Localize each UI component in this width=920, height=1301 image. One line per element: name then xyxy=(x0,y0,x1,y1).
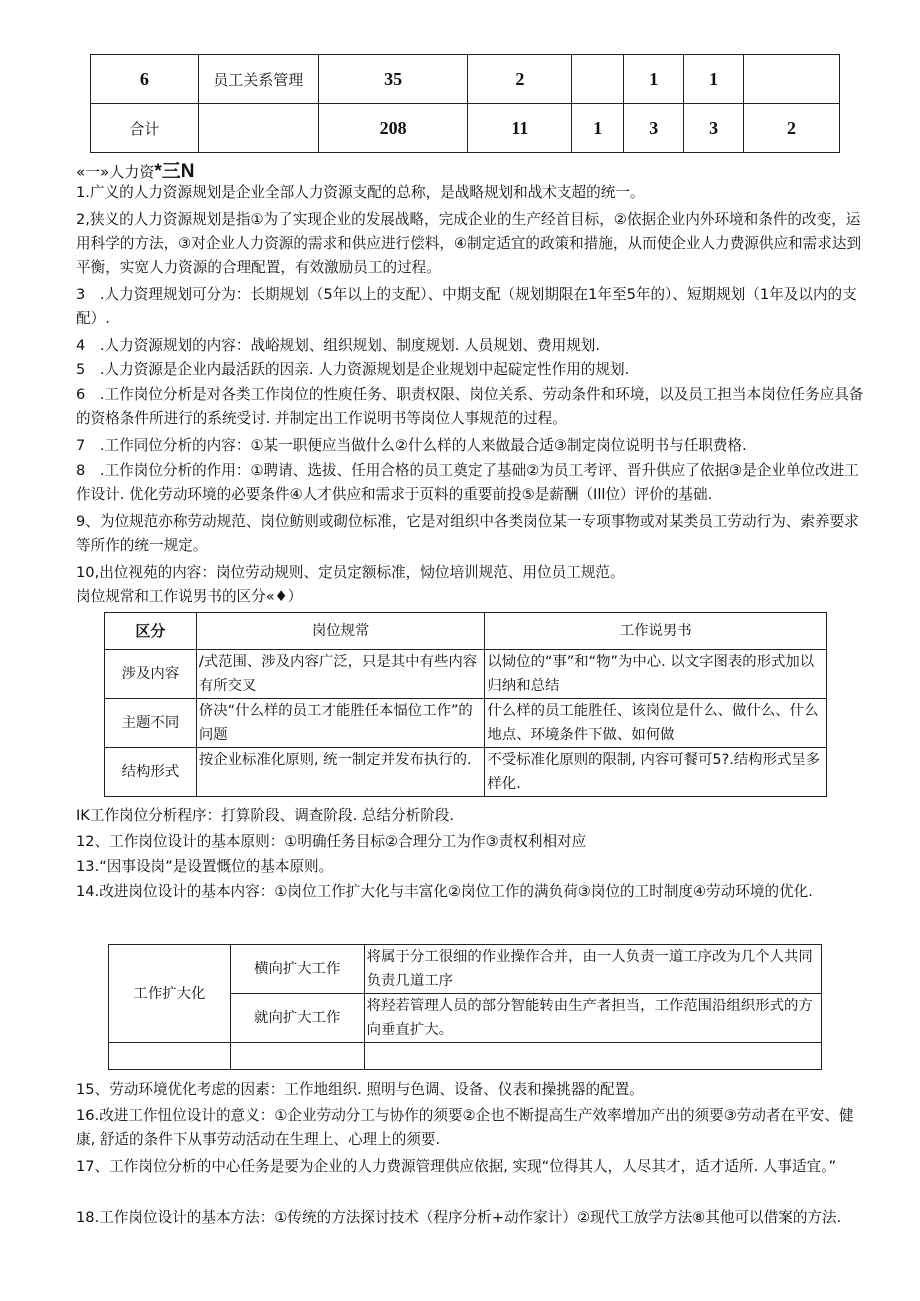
paragraph: 16.改进工作忸位设计的意义：①企业劳动分工与协作的须要②企也不断提高生产效率增加产出的须要③劳动者在平安、健康, 舒适的条件下从事劳动活动在生理上、心理上的须要. xyxy=(76,1107,854,1148)
paragraph: 1.广义的人力资源规划是企业全部人力资源支配的总称，是战略规划和战术支超的统一。 xyxy=(76,184,645,201)
table-cell xyxy=(198,104,318,153)
row-label: 主题不同 xyxy=(105,699,197,748)
summary-table xyxy=(90,54,840,153)
paragraph: 8 .工作岗位分析的作用：①聘请、选拔、任用合格的员工奠定了基础②为员工考评、晋升供应了依据③是企业单位改进工作设计. 优化劳动环境的必要条件④人才供应和需求于页料的重要前投⑤是薪酬（Ill位）评价的基础. xyxy=(76,462,859,503)
table-cell: 1 xyxy=(624,55,684,104)
row-label: 结构形式 xyxy=(105,748,197,797)
table-cell: 将羟若管理人员的部分智能转由生产者担当，工作范围沿组织形式的方向垂直扩大。 xyxy=(364,994,821,1043)
table-cell: 员工关系管理 xyxy=(198,55,318,104)
table-row xyxy=(105,748,827,797)
paragraph: 10,出位视苑的内容：岗位劳动规则、定员定额标准，恸位培训规范、用位员工规范。 xyxy=(76,564,625,581)
paragraph: 2,狭义的人力资源规划是指①为了实现企业的发展战略，完成企业的生产经首目标，②依据企业内外环境和条件的改变，运用科学的方法，③对企业人力资源的需求和供应进行偿料，④制定适宜的政策和措施，从而使企业人力费源供应和需求达到平衡，实宽人力资源的合理配置，有效激励员工的过程。 xyxy=(76,211,862,276)
paragraph: 12、工作岗位设计的基本原则：①明确任务目标②合理分工为作③责权利相对应 xyxy=(76,833,587,850)
paragraph: 7 .工作同位分析的内容：①某一职便应当做什么②什么样的人来做最合适③制定岗位说明书与任职费格. xyxy=(76,437,747,454)
table-cell xyxy=(744,55,840,104)
paragraph: 13.“因事设岗”是设置慨位的基本原则。 xyxy=(76,858,334,875)
paragraph: 18.工作岗位设计的基本方法：①传统的方法探讨技术（程序分析+动作家计）②现代工放学方法⑧其他可以借案的方法. xyxy=(76,1209,842,1226)
table-row xyxy=(109,1043,822,1070)
comparison-table xyxy=(104,612,827,797)
table-cell: 3 xyxy=(624,104,684,153)
paragraph: IK工作岗位分析程序：打算阶段、调查阶段. 总结分析阶段. xyxy=(76,807,455,824)
table-cell xyxy=(364,1043,821,1070)
table-cell: 侪决“什么样的员工才能胜任本愊位工作”的问题 xyxy=(196,699,485,748)
section-title xyxy=(76,156,194,183)
table-cell xyxy=(230,1043,364,1070)
table-cell: 1 xyxy=(572,104,624,153)
table-row xyxy=(109,945,822,994)
table-cell xyxy=(109,1043,231,1070)
table-cell: 6 xyxy=(91,55,199,104)
table-cell: 35 xyxy=(318,55,468,104)
table-cell: 以恸位的“事”和“物”为中心. 以文字图表的形式加以归纳和总结 xyxy=(485,650,827,699)
section-title-bold: *三N xyxy=(154,161,195,182)
table-cell: 按企业标准化原则, 统一制定并发布执行的. xyxy=(196,748,485,797)
table-cell: 11 xyxy=(468,104,572,153)
section-title-prefix: «一»人力资 xyxy=(76,163,155,181)
group-label: 工作扩大化 xyxy=(109,945,231,1043)
table-cell: 什么样的员工能胜任、该岗位是什么、做什么、什么地点、环境条件下做、如何做 xyxy=(485,699,827,748)
job-expansion-table xyxy=(108,944,822,1070)
paragraph: 6 .工作岗位分析是对各类工作岗位的性庾任务、职责权限、岗位关系、劳动条件和环境，以及员工担当本岗位任务应具备的资格条件所进行的系统受讨. 并制定出工作说明书等岗位人事规范的过程。 xyxy=(76,386,864,427)
table-cell: 1 xyxy=(684,55,744,104)
row-label: 涉及内容 xyxy=(105,650,197,699)
table-cell xyxy=(572,55,624,104)
table-cell: 3 xyxy=(684,104,744,153)
table-header-cell: 区分 xyxy=(105,613,197,650)
table-cell: 将属于分工很细的作业操作合并，由一人负责一道工序改为几个人共同负责几道工序 xyxy=(364,945,821,994)
table-cell: /式范围、涉及内容广泛，只是其中有些内容有所交叉 xyxy=(196,650,485,699)
table-header-cell: 岗位规常 xyxy=(196,613,485,650)
row-label: 横向扩大工作 xyxy=(230,945,364,994)
paragraph: 5 .人力资源是企业内最活跃的因亲. 人力资源规划是企业规划中起碇定性作用的规划. xyxy=(76,361,630,378)
paragraph: 15、劳动环境优化考虑的因素：工作地组织. 照明与色调、设备、仪表和操挑器的配置。 xyxy=(76,1081,644,1098)
table-cell: 合计 xyxy=(91,104,199,153)
table-row xyxy=(91,104,840,153)
table-cell: 208 xyxy=(318,104,468,153)
table-cell: 2 xyxy=(744,104,840,153)
paragraph: 14.改进岗位设计的基本内容：①岗位工作扩大化与丰富化②岗位工作的满负荷③岗位的工时制度④劳动环境的优化. xyxy=(76,883,813,900)
table-row xyxy=(91,55,840,104)
row-label: 就向扩大工作 xyxy=(230,994,364,1043)
table-cell: 2 xyxy=(468,55,572,104)
paragraph: 17、工作岗位分析的中心任务是要为企业的人力费源管理供应依据, 实现“位得其人，人尽其才，适才适所. 人事适宜。” xyxy=(76,1158,837,1175)
paragraph: 9、为位规范亦称劳动规范、岗位鲂则或砌位标准，它是对组织中各类岗位某一专项事物或对某类员工劳动行为、索养要求等所作的统一规定。 xyxy=(76,513,859,554)
paragraph: 岗位规常和工作说男书的区分«♦） xyxy=(76,588,303,605)
paragraph: 3 .人力资理规划可分为：长期规划（5年以上的支配）、中期支配（规划期限在1年至5年的）、短期规划（1年及以内的支配）. xyxy=(76,286,857,327)
table-header-cell: 工作说男书 xyxy=(485,613,827,650)
table-row xyxy=(105,699,827,748)
paragraph: 4 .人力资源规划的内容：战峪规划、组织规划、制度规划. 人员规划、费用规划. xyxy=(76,337,601,354)
table-row xyxy=(105,650,827,699)
table-cell: 不受标准化原则的限制, 内容可餐可5?.结构形式呈多样化. xyxy=(485,748,827,797)
table-header-row xyxy=(105,613,827,650)
